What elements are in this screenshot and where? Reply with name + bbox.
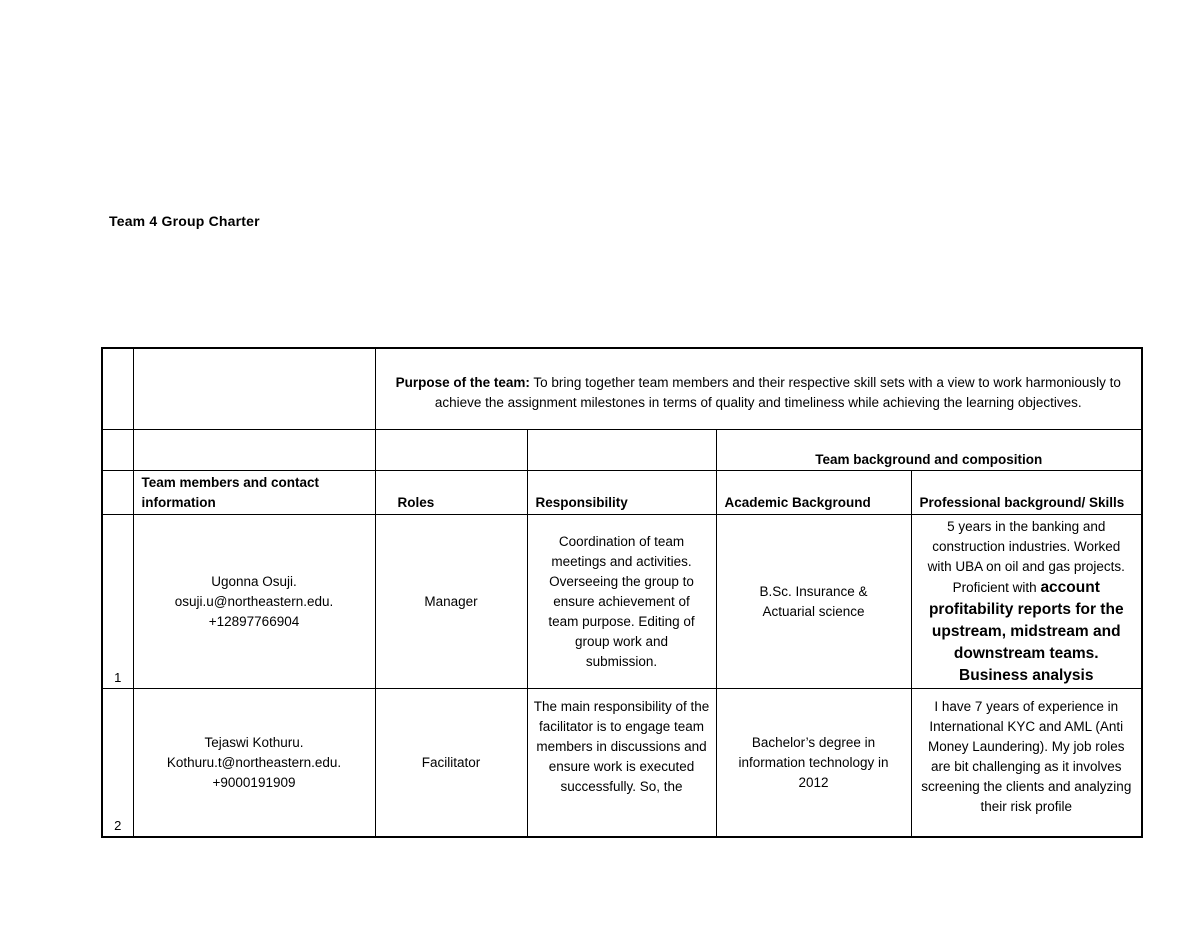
member-email: Kothuru.t@northeastern.edu.: [166, 754, 342, 770]
member-responsibility: The main responsibility of the facilitator is to engage team members in discussions and ensure work is executed successfully. So, the: [527, 689, 716, 838]
member-professional: [911, 515, 1142, 689]
empty-cell: [527, 430, 716, 471]
member-phone: +12897766904: [208, 613, 300, 629]
purpose-text: To bring together team members and their respective skill sets with a view to work harmoniously to achieve the assignment milestones in terms of quality and timeliness while achieving the learning objectives.: [434, 375, 1121, 410]
member-email: osuji.u@northeastern.edu.: [174, 593, 334, 609]
member-name: Tejaswi Kothuru.: [204, 734, 304, 750]
purpose-row: [102, 348, 1142, 430]
member-role: Manager: [375, 515, 527, 689]
empty-cell: [133, 430, 375, 471]
empty-cell: [102, 348, 133, 430]
member-responsibility: Coordination of team meetings and activities. Overseeing the group to ensure achievement of team purpose. Editing of group work and submission.: [527, 515, 716, 689]
header-academic: Academic Background: [716, 471, 911, 515]
table-row: [102, 689, 1142, 838]
document-title: Team 4 Group Charter: [109, 213, 260, 229]
empty-cell: [102, 471, 133, 515]
purpose-cell: [375, 348, 1142, 430]
member-name: Ugonna Osuji.: [211, 573, 297, 589]
member-phone: +9000191909: [212, 774, 296, 790]
band-heading: Team background and composition: [716, 430, 1142, 471]
professional-text-emphasis: account profitability reports for the upstream, midstream and downstream teams. Business analysis: [928, 578, 1124, 684]
member-contact: [133, 689, 375, 838]
purpose-label: Purpose of the team:: [395, 375, 530, 390]
member-role: Facilitator: [375, 689, 527, 838]
member-contact: [133, 515, 375, 689]
empty-cell: [102, 430, 133, 471]
header-row: [102, 471, 1142, 515]
header-professional: Professional background/ Skills: [911, 471, 1142, 515]
header-roles: Roles: [375, 471, 527, 515]
empty-cell: [375, 430, 527, 471]
empty-cell: [133, 348, 375, 430]
header-members: Team members and contact information: [133, 471, 375, 515]
member-academic: Bachelor’s degree in information technology in 2012: [716, 689, 911, 838]
table-row: [102, 515, 1142, 689]
member-professional: I have 7 years of experience in International KYC and AML (Anti Money Laundering). My job roles are bit challenging as it involves screening the clients and analyzing their risk profile: [911, 689, 1142, 838]
row-number: 2: [102, 689, 133, 838]
charter-table: [101, 347, 1143, 838]
band-row: [102, 430, 1142, 471]
professional-text: 5 years in the banking and construction industries. Worked with UBA on oil and gas projects. Proficient with: [927, 518, 1125, 595]
header-responsibility: Responsibility: [527, 471, 716, 515]
row-number: 1: [102, 515, 133, 689]
member-academic: B.Sc. Insurance & Actuarial science: [716, 515, 911, 689]
